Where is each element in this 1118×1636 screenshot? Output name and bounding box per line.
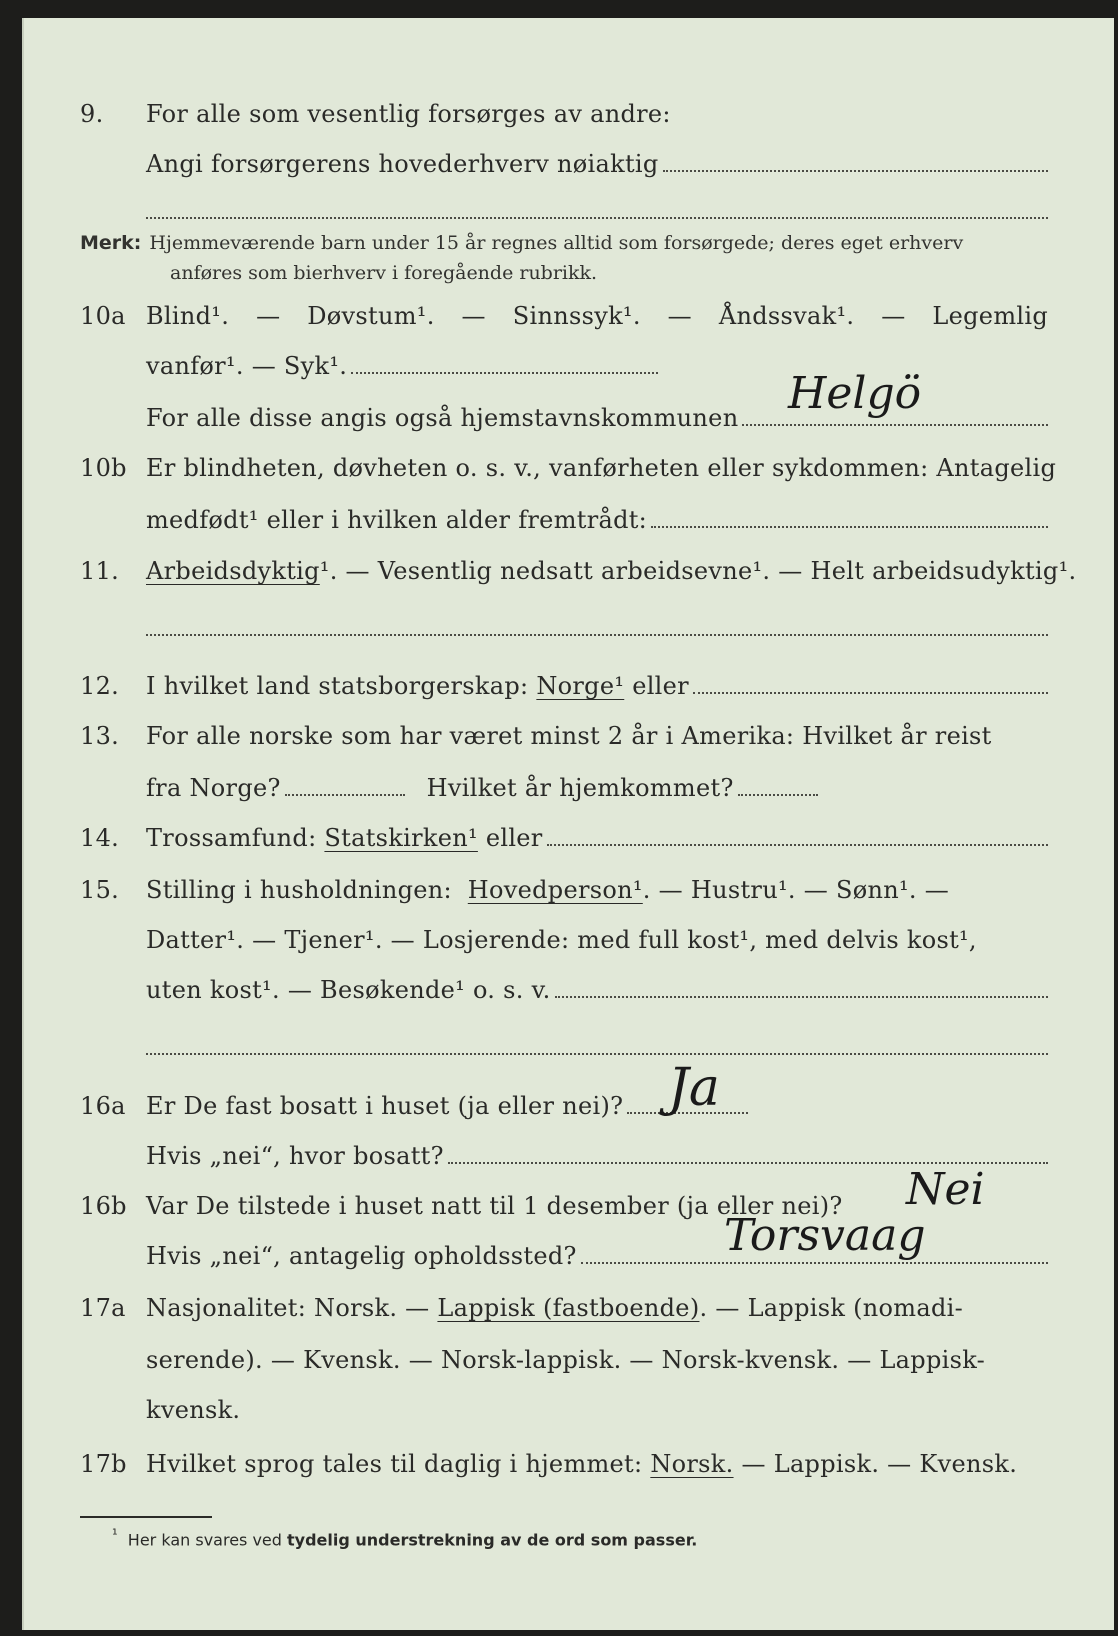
question-9: [0, 88, 1118, 134]
answer-line: [448, 1148, 1048, 1164]
answer-line: [351, 358, 658, 374]
handwritten-answer: Nei: [906, 1164, 985, 1215]
question-number: 9.: [80, 100, 104, 128]
question-17a-line3: [0, 1384, 1118, 1430]
question-text: Hvis „nei“, hvor bosatt?: [146, 1142, 444, 1170]
question-16a: [0, 1080, 1118, 1126]
question-9-line2: [0, 138, 1118, 184]
question-number: 16b: [80, 1192, 127, 1220]
question-text: Nasjonalitet: Norsk. —: [146, 1294, 430, 1322]
option-andssvak: Åndssvak¹.: [718, 302, 855, 330]
question-text: I hvilket land statsborgerskap:: [146, 672, 529, 700]
footnote-rule: [80, 1516, 212, 1518]
option-blind: Blind¹.: [146, 302, 230, 330]
question-number: 12.: [80, 672, 120, 700]
question-number: 17b: [80, 1450, 127, 1478]
question-number: 13.: [80, 722, 120, 750]
question-15-line2: [0, 914, 1118, 960]
question-text: uten kost¹. — Besøkende¹ o. s. v.: [146, 976, 551, 1004]
underlined-choice: Hovedperson¹: [467, 876, 643, 904]
handwritten-answer: Ja: [668, 1058, 720, 1118]
footnote-mark: ¹: [112, 1527, 118, 1543]
answer-line: [738, 780, 818, 796]
question-text: Hvilket år hjemkommet?: [426, 774, 734, 802]
answer-line: [146, 1053, 1048, 1055]
question-text: For alle norske som har været minst 2 år i Amerika: Hvilket år reist: [146, 722, 992, 750]
question-number: 15.: [80, 876, 120, 904]
merk-note: [80, 228, 1048, 288]
question-text: Datter¹. — Tjener¹. — Losjerende: med full kost¹, med delvis kost¹,: [146, 926, 977, 954]
answer-line: [146, 634, 1048, 636]
question-number: 14.: [80, 824, 120, 852]
question-number: 16a: [80, 1092, 126, 1120]
question-16b-line2: [0, 1230, 1118, 1276]
question-text: Trossamfund:: [146, 824, 317, 852]
footnote: [112, 1527, 697, 1549]
dash: —: [461, 302, 486, 330]
question-text: fra Norge?: [146, 774, 281, 802]
question-10b-line2: [0, 494, 1118, 540]
question-10a-line3: [0, 392, 1118, 438]
question-text: Hvis „nei“, antagelig opholdssted?: [146, 1242, 577, 1270]
footnote-emphasis: tydelig understrekning av de ord som passer.: [287, 1530, 698, 1550]
option-legemlig: Legemlig: [932, 302, 1048, 330]
underlined-choice: Norge¹: [536, 672, 625, 700]
answer-line: [663, 156, 1048, 172]
underlined-choice: Statskirken¹: [324, 824, 478, 852]
question-12: [0, 660, 1118, 706]
question-text: — Lappisk. — Kvensk.: [741, 1450, 1018, 1478]
question-13: [0, 710, 1118, 756]
question-text: eller: [485, 824, 543, 852]
question-14: [0, 812, 1118, 858]
handwritten-answer: Helgö: [788, 368, 922, 419]
question-text: serende). — Kvensk. — Norsk-lappisk. — Norsk-kvensk. — Lappisk-: [146, 1346, 986, 1374]
question-10b: [0, 442, 1118, 488]
question-text: Var De tilstede i huset natt til 1 desember (ja eller nei)?: [146, 1192, 843, 1220]
dash: —: [881, 302, 906, 330]
answer-line: [693, 678, 1048, 694]
question-text: . — Hustru¹. — Sønn¹. —: [642, 876, 950, 904]
question-text: eller: [632, 672, 689, 700]
question-text: Er De fast bosatt i huset (ja eller nei)?: [146, 1092, 624, 1120]
merk-text-2: anføres som bierhverv i foregående rubrikk.: [170, 262, 598, 284]
question-10a: [0, 290, 1118, 336]
option-dovstum: Døvstum¹.: [307, 302, 435, 330]
merk-label: Merk:: [80, 232, 142, 254]
question-10a-line2: [0, 340, 1118, 386]
question-17a-line2: [0, 1334, 1118, 1380]
answer-line: [555, 982, 1048, 998]
question-text: medfødt¹ eller i hvilken alder fremtrådt:: [146, 506, 648, 534]
dash: —: [256, 302, 281, 330]
question-number: 17a: [80, 1294, 126, 1322]
underlined-choice: Arbeidsdyktig: [146, 557, 320, 585]
question-text: Er blindheten, døvheten o. s. v., vanførheten eller sykdommen: Antagelig: [146, 454, 1057, 482]
handwritten-answer: Torsvaag: [724, 1210, 926, 1261]
footnote-text: Her kan svares ved: [127, 1530, 282, 1550]
question-number: 11.: [80, 557, 120, 585]
merk-text: Hjemmeværende barn under 15 år regnes alltid som forsørgede; deres eget erhverv: [149, 232, 964, 254]
question-text: Angi forsørgerens hovederhverv nøiaktig: [146, 150, 659, 178]
dash: —: [667, 302, 692, 330]
question-17a: [0, 1282, 1118, 1328]
answer-line: [285, 780, 405, 796]
question-17b: [0, 1438, 1118, 1484]
question-number: 10a: [80, 302, 126, 330]
underlined-choice: Lappisk (fastboende): [437, 1294, 700, 1322]
answer-line: [651, 512, 1048, 528]
underlined-choice: Norsk.: [650, 1450, 734, 1478]
question-number: 10b: [80, 454, 127, 482]
question-text: Stilling i husholdningen:: [146, 876, 452, 904]
question-text: vanfør¹. — Syk¹.: [146, 352, 348, 380]
option-sinnssyk: Sinnssyk¹.: [512, 302, 641, 330]
answer-line: [146, 217, 1048, 219]
question-11: [0, 545, 1118, 591]
question-text: For alle disse angis også hjemstavnskommunen: [146, 404, 739, 432]
question-text: ¹. — Vesentlig nedsatt arbeidsevne¹. — Helt arbeidsudyktig¹.: [319, 557, 1077, 585]
question-text: Hvilket sprog tales til daglig i hjemmet:: [146, 1450, 643, 1478]
question-text: For alle som vesentlig forsørges av andre:: [146, 100, 671, 128]
question-text: kvensk.: [146, 1396, 241, 1424]
question-text: . — Lappisk (nomadi-: [699, 1294, 963, 1322]
question-13-line2: [0, 762, 1118, 808]
question-15-line3: [0, 964, 1118, 1010]
question-15: [0, 864, 1118, 910]
answer-line: [547, 830, 1048, 846]
